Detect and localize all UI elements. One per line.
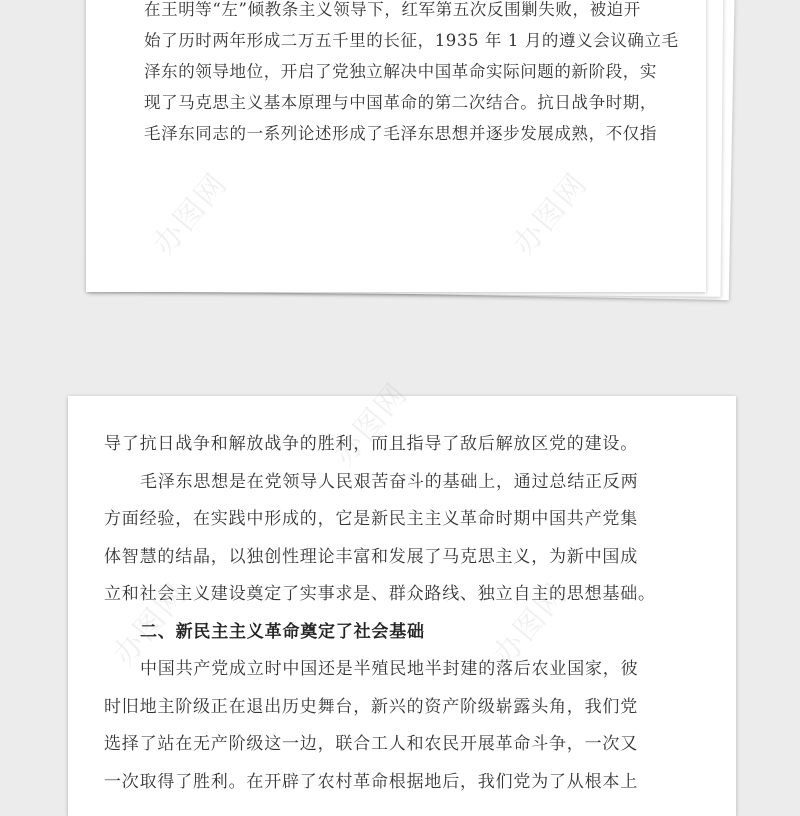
text-line: 立和社会主义建设奠定了实事求是、群众路线、独立自主的思想基础。 [104,584,656,604]
text-line: 泽东的领导地位，开启了党独立解决中国革命实际问题的新阶段，实 [144,62,657,81]
text-line: 始了历时两年形成二万五千里的长征，1935 年 1 月的遵义会议确立毛 [144,31,679,50]
text-line: 方面经验，在实践中形成的，它是新民主主义革命时期中国共产党集 [104,509,638,529]
text-line: 现了马克思主义基本原理与中国革命的第二次结合。抗日战争时期， [144,93,657,112]
text-line: 时旧地主阶级正在退出历史舞台，新兴的资产阶级崭露头角，我们党 [104,696,638,717]
top-page-text [144,0,679,149]
section-heading: 二、新民主主义革命奠定了社会基础 [140,621,425,642]
text-line: 一次取得了胜利。在开辟了农村革命根据地后，我们党为了从根本上 [104,771,638,792]
text-line: 体智慧的结晶，以独创性理论丰富和发展了马克思主义，为新中国成 [104,546,638,567]
bottom-page-text [104,426,656,801]
text-line: 导了抗日战争和解放战争的胜利，而且指导了敌后解放区党的建设。 [104,434,638,454]
text-line: 毛泽东思想是在党领导人民艰苦奋斗的基础上，通过总结正反两 [140,471,639,492]
text-line: 毛泽东同志的一系列论述形成了毛泽东思想并逐步发展成熟，不仅指 [144,124,657,143]
text-line: 中国共产党成立时中国还是半殖民地半封建的落后农业国家，彼 [140,659,639,679]
text-line: 在王明等“左”倾教条主义领导下，红军第五次反围剿失败，被迫开 [144,0,641,19]
text-line: 选择了站在无产阶级这一边，联合工人和农民开展革命斗争，一次又 [104,734,638,754]
